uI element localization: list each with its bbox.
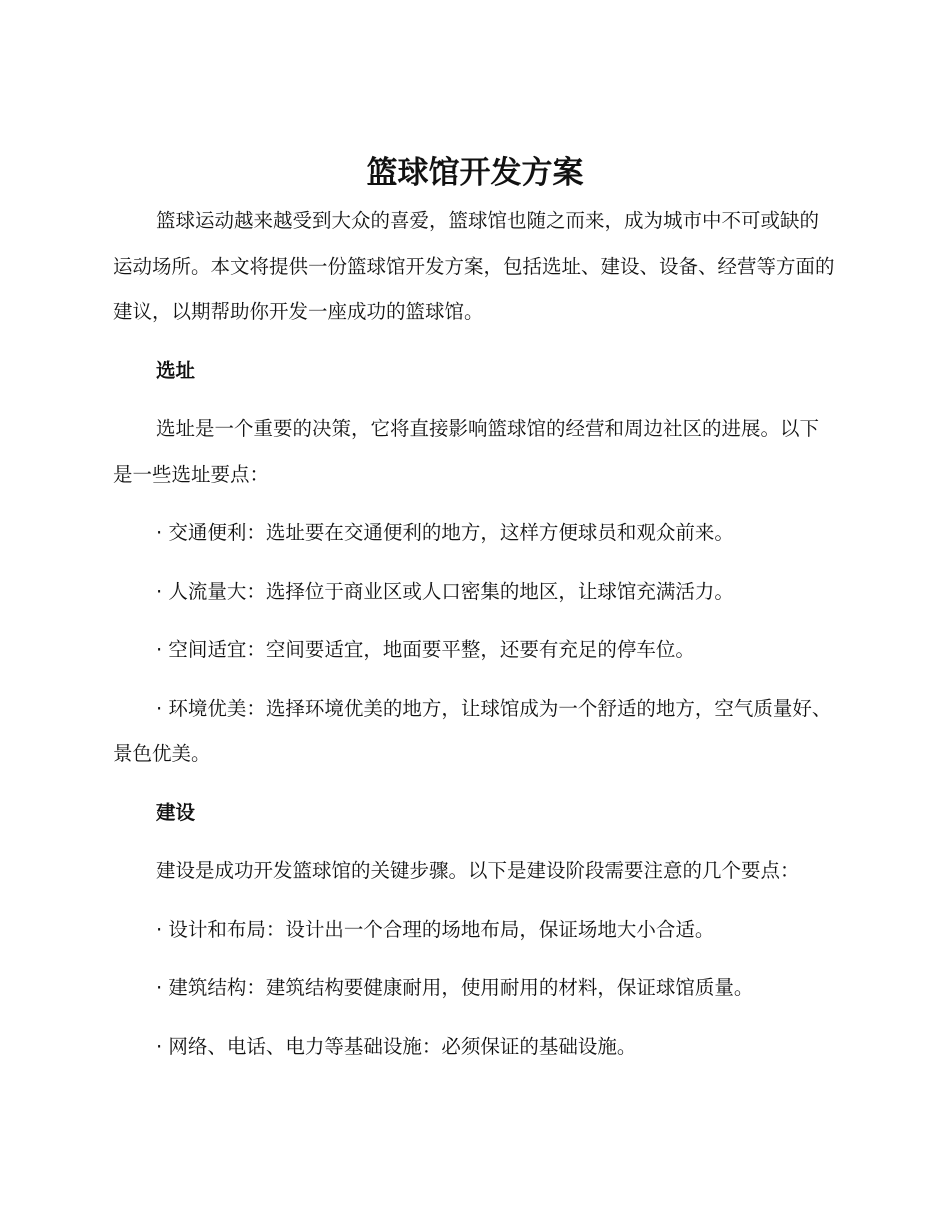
list-item: · 空间适宜：空间要适宜，地面要平整，还要有充足的停车位。 xyxy=(156,638,695,661)
list-item: · 网络、电话、电力等基础设施：必须保证的基础设施。 xyxy=(156,1034,637,1058)
intro-paragraph: 篮球运动越来越受到大众的喜爱，篮球馆也随之而来，成为城市中不可或缺的运动场所。本文将提供一份篮球馆开发方案，包括选址、建设、设备、经营等方面的建议，以期帮助你开发一座成功的篮球馆。 xyxy=(113,209,835,323)
section-paragraph-construction: 建设是成功开发篮球馆的关键步骤。以下是建设阶段需要注意的几个要点： xyxy=(156,859,800,882)
document-body xyxy=(113,198,835,1082)
section-heading-site: 选址 xyxy=(156,358,196,382)
list-item: · 交通便利：选址要在交通便利的地方，这样方便球员和观众前来。 xyxy=(156,521,734,544)
list-item: · 设计和布局：设计出一个合理的场地布局，保证场地大小合适。 xyxy=(156,917,715,941)
list-item: · 人流量大：选择位于商业区或人口密集的地区，让球馆充满活力。 xyxy=(156,579,734,603)
list-item: · 建筑结构：建筑结构要健康耐用，使用耐用的材料，保证球馆质量。 xyxy=(156,976,754,999)
page-title: 篮球馆开发方案 xyxy=(366,155,584,191)
section-paragraph-site: 选址是一个重要的决策，它将直接影响篮球馆的经营和周边社区的进展。以下是一些选址要点： xyxy=(113,417,820,486)
list-item: · 环境优美：选择环境优美的地方，让球馆成为一个舒适的地方，空气质量好、景色优美。 xyxy=(113,696,832,765)
section-heading-construction: 建设 xyxy=(156,800,196,824)
